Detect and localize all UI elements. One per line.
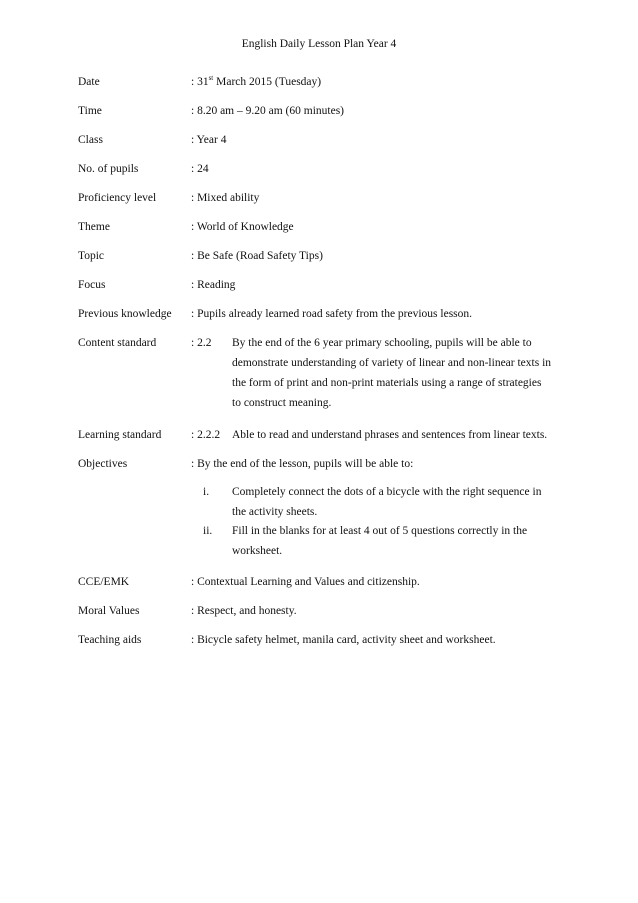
- proficiency-label: Proficiency level: [78, 192, 157, 204]
- theme-label: Theme: [78, 221, 110, 233]
- content-standard-line: By the end of the 6 year primary schooling, pupils will be able to: [232, 337, 532, 349]
- previous-knowledge-value: : Pupils already learned road safety from the previous lesson.: [191, 308, 473, 320]
- row-objectives: [78, 454, 578, 564]
- document-title: English Daily Lesson Plan Year 4: [241, 38, 397, 50]
- teaching-aids-label: Teaching aids: [78, 634, 142, 646]
- objective-number: ii.: [203, 525, 213, 537]
- pupils-value: : 24: [191, 163, 209, 175]
- topic-value: : Be Safe (Road Safety Tips): [191, 250, 323, 262]
- learning-standard-text: Able to read and understand phrases and sentences from linear texts.: [232, 429, 548, 441]
- content-standard-text: [232, 333, 577, 413]
- proficiency-value: : Mixed ability: [191, 192, 260, 204]
- objectives-intro: : By the end of the lesson, pupils will be able to:: [191, 458, 414, 470]
- date-value-rest: March 2015 (Tuesday): [213, 76, 322, 88]
- theme-value: : World of Knowledge: [191, 221, 294, 233]
- focus-label: Focus: [78, 279, 106, 291]
- objective-line: the activity sheets.: [232, 506, 318, 518]
- date-value-suffix-sup: st: [208, 74, 214, 83]
- objective-line: Fill in the blanks for at least 4 out of 5 questions correctly in the: [232, 525, 528, 537]
- time-value: : 8.20 am – 9.20 am (60 minutes): [191, 105, 344, 117]
- moral-values-value: : Respect, and honesty.: [191, 605, 297, 617]
- date-value: [191, 72, 581, 92]
- time-label: Time: [78, 105, 102, 117]
- class-value: : Year 4: [191, 134, 227, 146]
- learning-standard-label: Learning standard: [78, 429, 162, 441]
- content-standard-number: : 2.2: [191, 337, 212, 349]
- date-label: Date: [78, 76, 100, 88]
- objective-text: [232, 521, 577, 561]
- cce-emk-label: CCE/EMK: [78, 576, 130, 588]
- row-content-standard: [78, 333, 578, 415]
- topic-label: Topic: [78, 250, 105, 262]
- moral-values-label: Moral Values: [78, 605, 140, 617]
- objective-text: [232, 482, 577, 522]
- learning-standard-number: : 2.2.2: [191, 429, 221, 441]
- objective-line: worksheet.: [232, 545, 283, 557]
- focus-value: : Reading: [191, 279, 236, 291]
- class-label: Class: [78, 134, 103, 146]
- content-standard-line: to construct meaning.: [232, 397, 332, 409]
- pupils-label: No. of pupils: [78, 163, 139, 175]
- content-standard-line: the form of print and non-print materials using a range of strategies: [232, 377, 542, 389]
- objectives-label: Objectives: [78, 458, 128, 470]
- previous-knowledge-label: Previous knowledge: [78, 308, 172, 320]
- objective-number: i.: [203, 486, 210, 498]
- content-standard-label: Content standard: [78, 337, 157, 349]
- content-standard-line: demonstrate understanding of variety of linear and non-linear texts in: [232, 357, 552, 369]
- cce-emk-value: : Contextual Learning and Values and citizenship.: [191, 576, 420, 588]
- teaching-aids-value: : Bicycle safety helmet, manila card, activity sheet and worksheet.: [191, 634, 496, 646]
- objective-line: Completely connect the dots of a bicycle with the right sequence in: [232, 486, 542, 498]
- date-value-day: : 31: [191, 76, 209, 88]
